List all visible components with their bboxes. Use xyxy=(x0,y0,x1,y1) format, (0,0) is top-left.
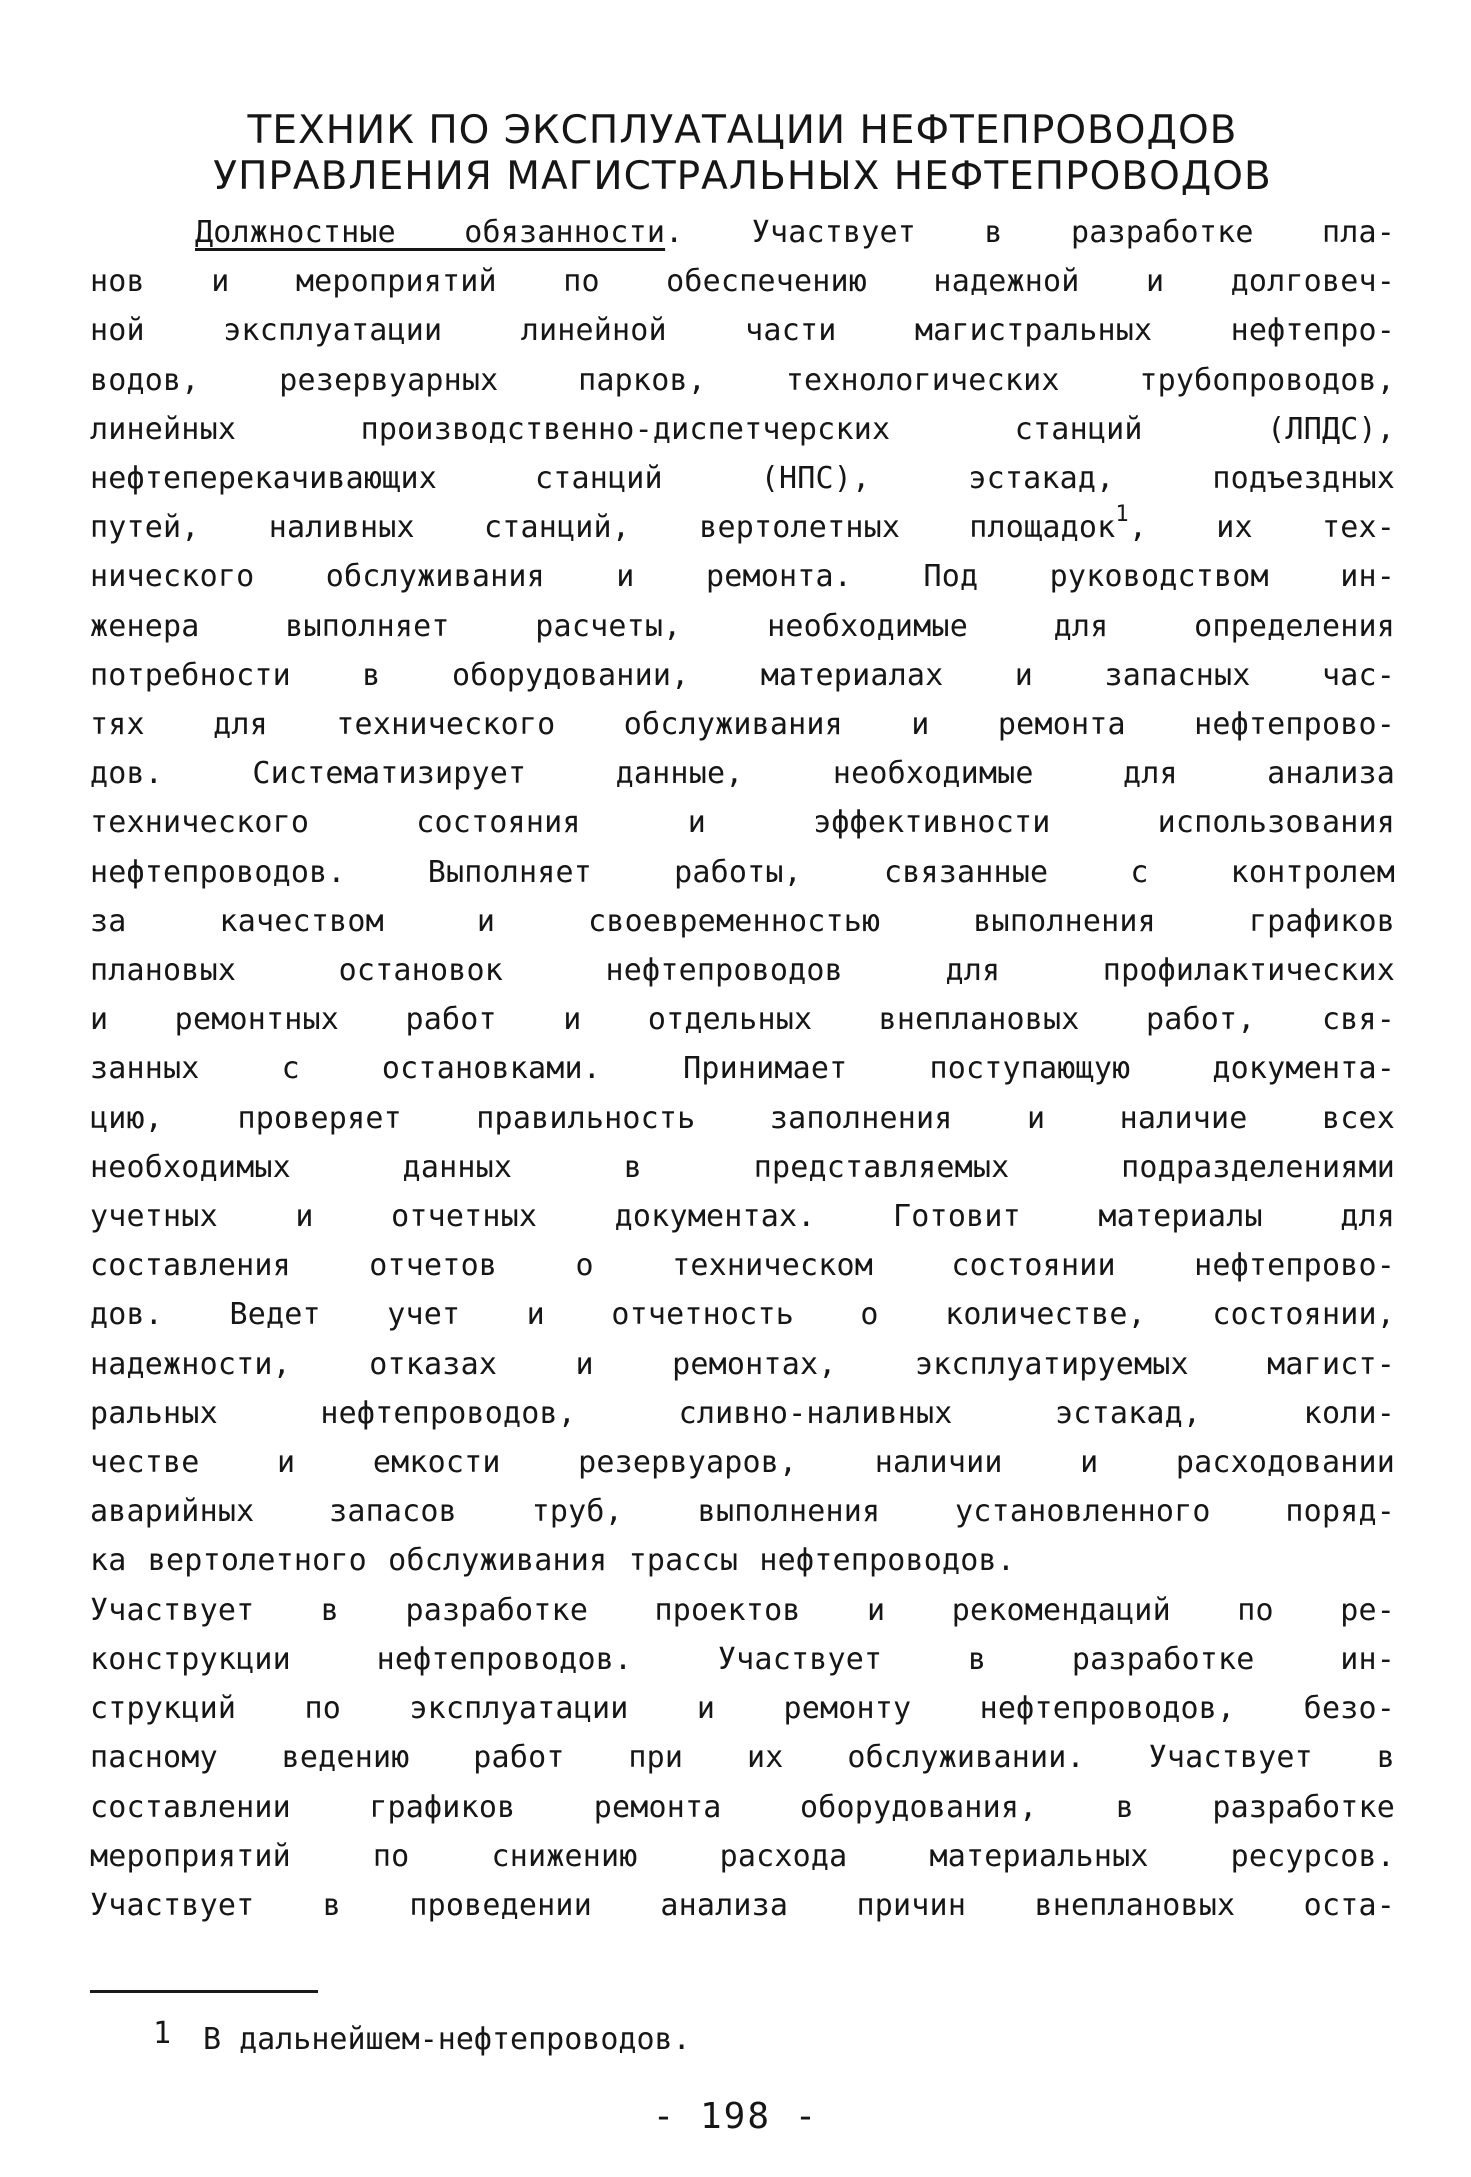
body-paragraph xyxy=(90,208,1395,1930)
body-line: ка вертолетного обслуживания трассы нефтепроводов. xyxy=(90,1543,1016,1579)
body-line: и ремонтных работ и отдельных внеплановых работ, свя- xyxy=(90,1002,1395,1038)
footnote-reference[interactable]: 1 xyxy=(1115,502,1129,528)
body-line: ной эксплуатации линейной части магистральных нефтепро- xyxy=(90,313,1395,349)
body-line: конструкции нефтепроводов. Участвует в разработке ин- xyxy=(90,1641,1395,1677)
title-line-2: УПРАВЛЕНИЯ МАГИСТРАЛЬНЫХ НЕФТЕПРОВОДОВ xyxy=(213,154,1272,199)
body-line: составления отчетов о техническом состоянии нефтепрово- xyxy=(90,1248,1395,1284)
body-line: нического обслуживания и ремонта. Под руководством ин- xyxy=(90,559,1395,595)
body-line: Участвует в разработке проектов и рекомендаций по ре- xyxy=(90,1592,1395,1628)
page-number: - 198 - xyxy=(652,2096,819,2137)
document-title xyxy=(90,108,1395,200)
body-line: необходимых данных в представляемых подразделениями xyxy=(90,1149,1395,1185)
body-line-text: путей, наливных станций, вертолетных площадок xyxy=(90,510,1116,546)
body-line: дов. Ведет учет и отчетность о количестве, состоянии, xyxy=(90,1297,1395,1333)
body-line: нефтепроводов. Выполняет работы, связанные с контролем xyxy=(90,854,1395,890)
body-line: мероприятий по снижению расхода материальных ресурсов. xyxy=(90,1838,1395,1874)
body-line: пасному ведению работ при их обслуживании. Участвует в xyxy=(90,1740,1395,1776)
body-line: занных с остановками. Принимает поступающую документа- xyxy=(90,1051,1395,1087)
body-line: струкций по эксплуатации и ремонту нефтепроводов, безо- xyxy=(90,1691,1395,1727)
body-line: водов, резервуарных парков, технологических трубопроводов, xyxy=(90,362,1395,398)
body-line: аварийных запасов труб, выполнения установленного поряд- xyxy=(90,1494,1395,1530)
body-line: женера выполняет расчеты, необходимые для определения xyxy=(90,608,1395,644)
body-line xyxy=(90,503,1395,552)
body-line: технического состояния и эффективности использования xyxy=(90,805,1395,841)
body-line: Участвует в проведении анализа причин внеплановых оста- xyxy=(90,1887,1395,1923)
title-line-1: ТЕХНИК ПО ЭКСПЛУАТАЦИИ НЕФТЕПРОВОДОВ xyxy=(247,108,1238,153)
body-line: дов. Систематизирует данные, необходимые для анализа xyxy=(90,756,1395,792)
body-line: линейных производственно-диспетчерских станций (ЛПДС), xyxy=(90,411,1395,447)
document-page xyxy=(90,108,1395,1930)
section-heading: Должностные обязанности xyxy=(195,215,666,250)
body-line: цию, проверяет правильность заполнения и наличие всех xyxy=(90,1100,1395,1136)
body-line-text: , их тех- xyxy=(1128,510,1395,546)
body-line: надежности, отказах и ремонтах, эксплуатируемых магист- xyxy=(90,1346,1395,1382)
body-line: нов и мероприятий по обеспечению надежной и долговеч- xyxy=(90,264,1395,300)
body-line: составлении графиков ремонта оборудования, в разработке xyxy=(90,1789,1395,1825)
body-line-text: . Участвует в разработке пла- xyxy=(665,215,1395,250)
footnote-divider xyxy=(90,1990,318,1993)
footnote xyxy=(153,2016,691,2060)
body-line: ральных нефтепроводов, сливно-наливных эстакад, коли- xyxy=(90,1395,1395,1431)
footnote-mark: 1 xyxy=(153,2016,172,2051)
body-line: честве и емкости резервуаров, наличии и расходовании xyxy=(90,1445,1395,1481)
body-line: нефтеперекачивающих станций (НПС), эстакад, подъездных xyxy=(90,461,1395,497)
body-line: плановых остановок нефтепроводов для профилактических xyxy=(90,953,1395,989)
footnote-text: В дальнейшем-нефтепроводов. xyxy=(203,2022,691,2057)
body-line: за качеством и своевременностью выполнения графиков xyxy=(90,903,1395,939)
body-line: тях для технического обслуживания и ремонта нефтепрово- xyxy=(90,707,1395,743)
body-line: потребности в оборудовании, материалах и запасных час- xyxy=(90,657,1395,693)
body-line xyxy=(90,208,1395,257)
body-line: учетных и отчетных документах. Готовит материалы для xyxy=(90,1199,1395,1235)
